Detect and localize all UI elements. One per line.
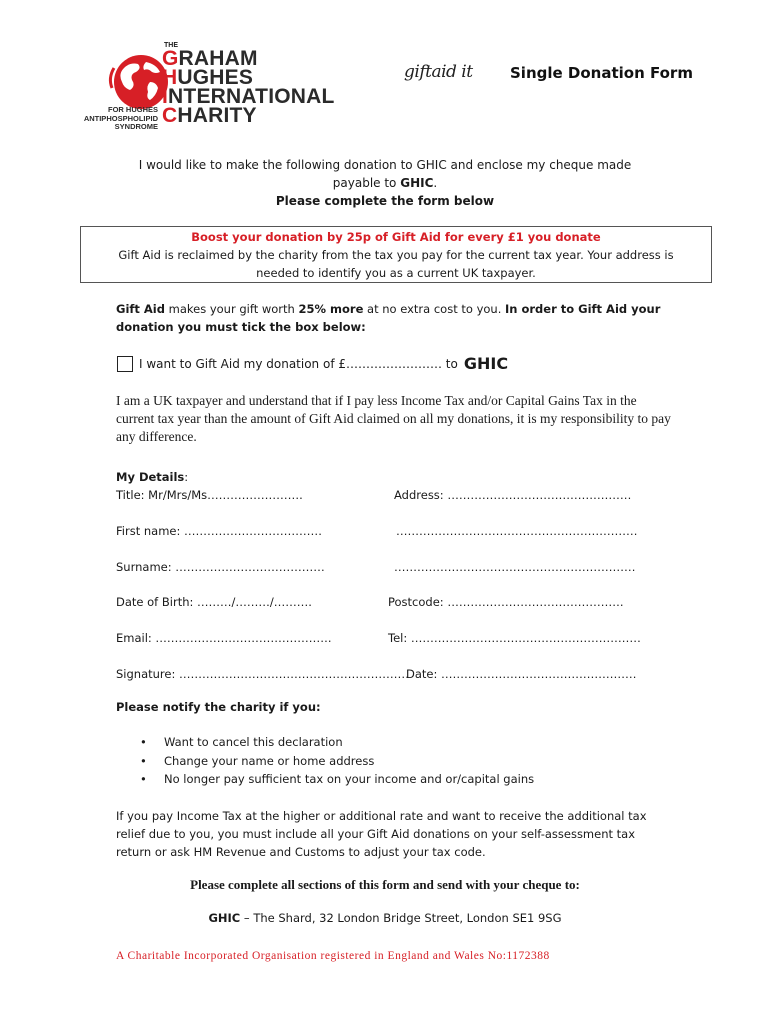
logo-cap-i: I [162, 85, 169, 108]
charity-logo [76, 38, 356, 134]
email-field[interactable]: Email: ………………………………………. [116, 631, 332, 645]
giftaid-checkbox[interactable] [117, 356, 133, 372]
list-item-text: Want to cancel this declaration [164, 735, 343, 749]
boost-body-line: Gift Aid is reclaimed by the charity from the tax you pay for the current tax year. Your address is [118, 248, 674, 262]
bullet-icon: • [140, 772, 147, 786]
boost-heading: Boost your donation by 25p of Gift Aid for every £1 you donate [191, 230, 601, 244]
form-title: Single Donation Form [510, 64, 693, 82]
logo-cap-c: C [162, 104, 178, 127]
logo-wordmark [162, 49, 335, 125]
bullet-icon: • [140, 735, 147, 749]
logo-word-hughes: UGHES [177, 66, 254, 89]
taxpayer-declaration: I am a UK taxpayer and understand that if I pay less Income Tax and/or Capital Gains Tax in the current tax year than the amount of Gift Aid claimed on all my donations, it is my responsibility to pay any difference. [116, 393, 671, 444]
giftaid-bold: In order to Gift Aid your donation you must tick the box below: [116, 302, 661, 334]
postcode-field[interactable]: Postcode: ………………………………………. [388, 595, 624, 609]
boost-box [80, 226, 712, 283]
intro-instruction-text: Please complete the form below [275, 194, 495, 208]
logo-the: THE [164, 42, 178, 49]
details-heading [116, 470, 188, 484]
first-name-field[interactable]: First name: ……………………………… [116, 524, 323, 538]
logo-word-charity: HARITY [177, 104, 257, 127]
send-instruction: Please complete all sections of this form and send with your cheque to: [190, 877, 580, 892]
logo-subtitle-line: FOR HUGHES [107, 105, 158, 114]
boost-body-line: needed to identify you as a current UK taxpayer. [256, 266, 536, 280]
list-item [140, 752, 534, 771]
intro-line [100, 174, 670, 192]
intro-text-span: payable to [332, 176, 401, 190]
date-field[interactable]: Date: …………………………………………… [406, 667, 637, 681]
logo-word-international: NTERNATIONAL [168, 85, 335, 108]
list-item [140, 770, 534, 789]
giftaid-bold: 25% more [298, 302, 364, 316]
date-of-birth-field[interactable]: Date of Birth: ………/………/………. [116, 595, 312, 609]
giftaid-checkbox-row [117, 354, 508, 373]
giftaid-text: at no extra cost to you. [363, 302, 506, 316]
list-item [140, 733, 534, 752]
notify-heading [116, 700, 321, 714]
intro-line: I would like to make the following donation to GHIC and enclose my cheque made [138, 158, 632, 172]
logo-cap-g: G [162, 47, 179, 70]
address-field[interactable]: Address: ………………………………………… [394, 488, 632, 502]
charity-registration: A Charitable Incorporated Organisation registered in England and Wales No:1172388 [116, 950, 550, 962]
intro-ghic: GHIC [400, 176, 434, 190]
bullet-icon: • [140, 753, 147, 768]
logo-subtitle [76, 106, 158, 132]
notify-list [140, 733, 534, 789]
address-name: GHIC [208, 911, 241, 925]
details-heading-text: My Details [116, 470, 185, 484]
higher-rate-paragraph: If you pay Income Tax at the higher or additional rate and want to receive the additional tax relief due to you, you must include all your Gift Aid donations on your self-assessment tax return or ask HM Revenue and Customs to adjust your tax code. [116, 809, 647, 859]
intro-text-span: . [433, 176, 438, 190]
surname-field[interactable]: Surname: ………………………………… [116, 560, 325, 574]
logo-subtitle-line: SYNDROME [114, 122, 158, 131]
intro-text [100, 156, 670, 210]
address-line-2-field[interactable]: ……………………………………………………… [396, 524, 638, 538]
giftaid-text: makes your gift worth [164, 302, 299, 316]
address-line-3-field[interactable]: ……………………………………………………… [394, 560, 636, 574]
address-dash: – [240, 911, 254, 925]
notify-heading-text: Please notify the charity if you: [116, 700, 321, 714]
logo-word-graham: RAHAM [178, 47, 258, 70]
address-text: The Shard, 32 London Bridge Street, London SE1 9SG [253, 911, 562, 925]
details-heading-colon: : [184, 470, 189, 484]
tel-field[interactable]: Tel: …………………………………………………… [388, 631, 641, 645]
list-item-text: No longer pay sufficient tax on your income and or/capital gains [164, 772, 535, 786]
title-field[interactable]: Title: Mr/Mrs/Ms……………………. [116, 488, 303, 502]
giftaid-bold: Gift Aid [116, 302, 165, 316]
ghic-label: GHIC [463, 354, 509, 373]
giftaid-checkbox-label: I want to Gift Aid my donation of £…………………… to [139, 356, 458, 371]
giftaid-paragraph [116, 300, 676, 336]
postal-address [0, 911, 770, 925]
logo-subtitle-line: ANTIPHOSPHOLIPID [83, 113, 158, 123]
giftaid-logo: giftaid it [404, 62, 473, 82]
logo-cap-h: H [162, 66, 178, 89]
intro-instruction [100, 192, 670, 210]
list-item-text: Change your name or home address [164, 753, 375, 768]
signature-field[interactable]: Signature: …………………………………………………… [116, 667, 410, 681]
